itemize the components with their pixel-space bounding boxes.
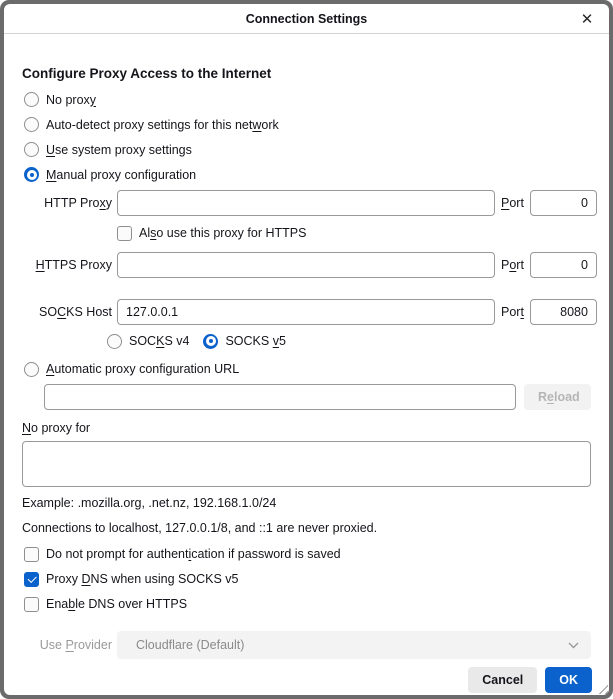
http-port-label: Port	[501, 196, 524, 210]
radio-label: Auto-detect proxy settings for this network	[46, 117, 279, 132]
doh-provider-row	[22, 631, 591, 659]
socks-port-input[interactable]	[530, 299, 597, 325]
titlebar	[4, 4, 609, 34]
radio-no-proxy[interactable]	[24, 87, 591, 112]
radio-label: Manual proxy configuration	[46, 167, 197, 182]
radio-label: Use system proxy settings	[46, 142, 192, 157]
https-port-input[interactable]	[530, 252, 597, 278]
http-proxy-label: HTTP Proxy	[44, 196, 112, 210]
https-proxy-row	[22, 252, 591, 278]
dialog-content	[4, 34, 609, 661]
checkbox-icon[interactable]	[24, 547, 39, 562]
no-proxy-for-label: No proxy for	[22, 421, 91, 435]
auto-url-row	[44, 384, 591, 410]
proxy-dns-checkbox-row[interactable]	[24, 569, 591, 589]
close-icon[interactable]: ✕	[580, 11, 594, 28]
radio-label: Automatic proxy configuration URL	[46, 362, 240, 376]
checkbox-label: Enable DNS over HTTPS	[46, 597, 188, 611]
page-title: Configure Proxy Access to the Internet	[22, 66, 272, 81]
radio-icon[interactable]	[24, 92, 39, 107]
https-proxy-input[interactable]	[117, 252, 495, 278]
dialog-button-row	[4, 661, 609, 695]
socks-port-label: Port	[501, 305, 524, 319]
radio-icon[interactable]	[24, 117, 39, 132]
radio-icon[interactable]	[107, 334, 122, 349]
radio-selected-icon[interactable]	[24, 167, 39, 182]
checkbox-label: Do not prompt for authentication if password is saved	[46, 547, 341, 561]
use-provider-label: Use Provider	[39, 638, 112, 652]
radio-system-proxy[interactable]	[24, 137, 591, 162]
http-port-input[interactable]	[530, 190, 597, 216]
checkbox-label: Proxy DNS when using SOCKS v5	[46, 572, 239, 586]
radio-icon[interactable]	[24, 142, 39, 157]
https-proxy-label: HTTPS Proxy	[35, 258, 112, 272]
radio-auto-url[interactable]	[24, 359, 591, 379]
example-hint: Example: .mozilla.org, .net.nz, 192.168.1.0/24	[22, 496, 277, 510]
radio-selected-icon[interactable]	[203, 334, 218, 349]
chevron-down-icon	[568, 642, 579, 649]
no-proxy-for-textarea[interactable]	[22, 441, 591, 487]
no-prompt-auth-checkbox-row[interactable]	[24, 544, 591, 564]
cancel-button[interactable]: Cancel	[468, 667, 537, 693]
dialog-title: Connection Settings	[245, 11, 368, 26]
localhost-note: Connections to localhost, 127.0.0.1/8, and ::1 are never proxied.	[22, 521, 378, 535]
socks-host-input[interactable]	[117, 299, 495, 325]
also-https-checkbox-row[interactable]	[117, 223, 591, 243]
provider-dropdown[interactable]	[117, 631, 591, 659]
radio-auto-detect[interactable]	[24, 112, 591, 137]
checkbox-icon[interactable]	[117, 226, 132, 241]
radio-label: No proxy	[46, 92, 97, 107]
ok-button[interactable]: OK	[545, 667, 592, 693]
http-proxy-input[interactable]	[117, 190, 495, 216]
socks-v5-label: SOCKS v5	[225, 334, 286, 348]
reload-button[interactable]: Reload	[524, 384, 591, 410]
enable-doh-checkbox-row[interactable]	[24, 594, 591, 614]
provider-selected-value: Cloudflare (Default)	[136, 638, 245, 652]
socks-host-row	[22, 299, 591, 325]
checkbox-checked-icon[interactable]	[24, 572, 39, 587]
checkbox-icon[interactable]	[24, 597, 39, 612]
socks-v4-label: SOCKS v4	[129, 334, 190, 348]
auto-url-input[interactable]	[44, 384, 516, 410]
connection-settings-dialog	[4, 4, 609, 695]
radio-manual-proxy[interactable]	[24, 162, 591, 187]
http-proxy-row	[22, 190, 591, 216]
checkbox-label: Also use this proxy for HTTPS	[139, 226, 307, 240]
https-port-label: Port	[501, 258, 524, 272]
socks-host-label: SOCKS Host	[39, 305, 112, 319]
socks-version-row	[107, 331, 591, 351]
radio-icon[interactable]	[24, 362, 39, 377]
